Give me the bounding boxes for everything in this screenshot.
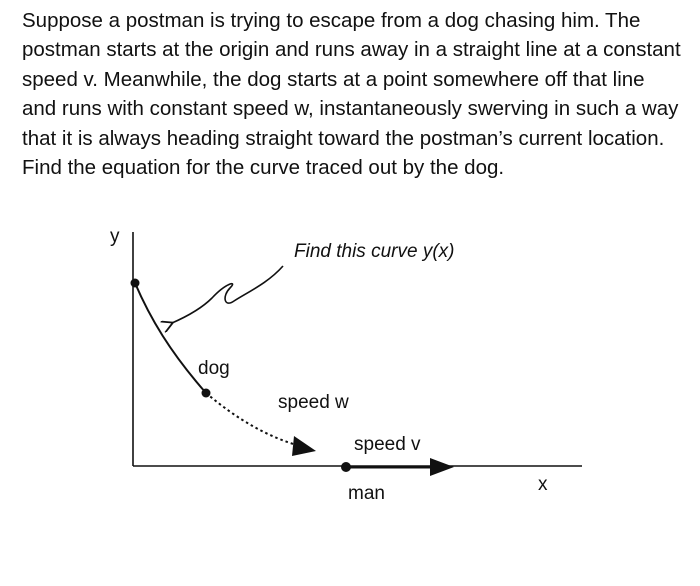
man-speed-label: speed v <box>354 434 421 455</box>
dog-label: dog <box>198 358 230 379</box>
dog-pursuit-curve <box>135 283 206 393</box>
problem-statement: Suppose a postman is trying to escape from a dog chasing him. The postman starts at the origin and runs away in a straight line at a constant speed v. Meanwhile, the dog starts at a point somewhere off that line and runs with constant speed w, instantaneously swerving in such a way that it is always heading straight toward the postman’s current location. Find the equation for the curve traced out by the dog. <box>22 9 681 180</box>
caption-pointer-arrow <box>172 266 283 323</box>
y-axis-label: y <box>110 226 120 247</box>
man-label: man <box>348 483 385 504</box>
man-velocity-arrowhead <box>430 458 454 476</box>
curve-caption: Find this curve y(x) <box>294 241 455 262</box>
man-point <box>341 462 351 472</box>
dog-direction-arrowhead <box>292 436 316 456</box>
dog-point <box>202 389 211 398</box>
dog-speed-label: speed w <box>278 392 349 413</box>
x-axis-label: x <box>538 474 548 495</box>
dog-start-point <box>131 279 140 288</box>
